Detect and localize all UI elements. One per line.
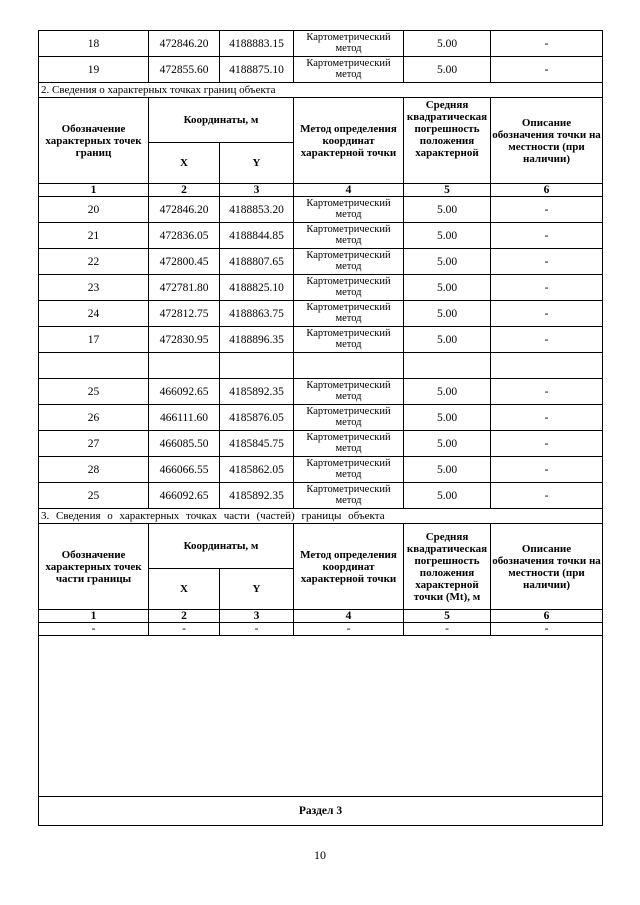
header-method: Метод определения координат характерной точки — [294, 98, 404, 184]
header-row — [39, 98, 603, 143]
empty-row — [39, 353, 603, 379]
table-row: 25 466092.65 4185892.35 Картометрический метод 5.00 - — [39, 379, 603, 405]
section-2-title: 2. Сведения о характерных точках границ объекта — [39, 83, 603, 98]
table-row: 23 472781.80 4188825.10 Картометрический метод 5.00 - — [39, 275, 603, 301]
table-row: 19 472855.60 4188875.10 Картометрический метод 5.00 - — [39, 57, 603, 83]
section-title-row — [39, 509, 603, 524]
header-description: Описание обозначения точки на местности (при наличии) — [491, 98, 603, 184]
blank-area-row — [39, 636, 603, 797]
table-row: 18 472846.20 4188883.15 Картометрический метод 5.00 - — [39, 31, 603, 57]
column-numbers-row: 1 2 3 4 5 6 — [39, 610, 603, 623]
table-row: 24 472812.75 4188863.75 Картометрический метод 5.00 - — [39, 301, 603, 327]
table-row: 20 472846.20 4188853.20 Картометрический метод 5.00 - — [39, 197, 603, 223]
table-row: 22 472800.45 4188807.65 Картометрический метод 5.00 - — [39, 249, 603, 275]
page-number: 10 — [314, 848, 326, 862]
header-error: Средняя квадратическая погрешность положения характерной точки (Mt), м — [404, 524, 491, 610]
section-title-row — [39, 83, 603, 98]
coordinates-table — [38, 30, 603, 826]
section-3-title: 3. Сведения о характерных точках части (частей) границы объекта — [39, 509, 603, 524]
header-y: Y — [220, 142, 294, 183]
document-page — [38, 30, 602, 826]
header-description: Описание обозначения точки на местности (при наличии) — [491, 524, 603, 610]
section-heading: Раздел 3 — [39, 797, 603, 826]
header-error: Средняя квадратическая погрешность положения характерной — [404, 98, 491, 184]
table-row: 25 466092.65 4185892.35 Картометрический метод 5.00 - — [39, 483, 603, 509]
header-row — [39, 524, 603, 569]
table-row: 28 466066.55 4185862.05 Картометрический метод 5.00 - — [39, 457, 603, 483]
header-x: X — [149, 142, 220, 183]
header-x: X — [149, 569, 220, 610]
razdel-row — [39, 797, 603, 826]
header-point-designation: Обозначение характерных точек части границы — [39, 524, 149, 610]
table-row: 21 472836.05 4188844.85 Картометрический метод 5.00 - — [39, 223, 603, 249]
header-coordinates: Координаты, м — [149, 98, 294, 143]
table-row: 27 466085.50 4185845.75 Картометрический метод 5.00 - — [39, 431, 603, 457]
table-row: 26 466111.60 4185876.05 Картометрический метод 5.00 - — [39, 405, 603, 431]
table-row: - - - - - - — [39, 623, 603, 636]
header-method: Метод определения координат характерной точки — [294, 524, 404, 610]
blank-area — [39, 636, 603, 797]
column-numbers-row: 1 2 3 4 5 6 — [39, 184, 603, 197]
table-row: 17 472830.95 4188896.35 Картометрический метод 5.00 - — [39, 327, 603, 353]
header-y: Y — [220, 569, 294, 610]
header-coordinates: Координаты, м — [149, 524, 294, 569]
header-point-designation: Обозначение характерных точек границ — [39, 98, 149, 184]
